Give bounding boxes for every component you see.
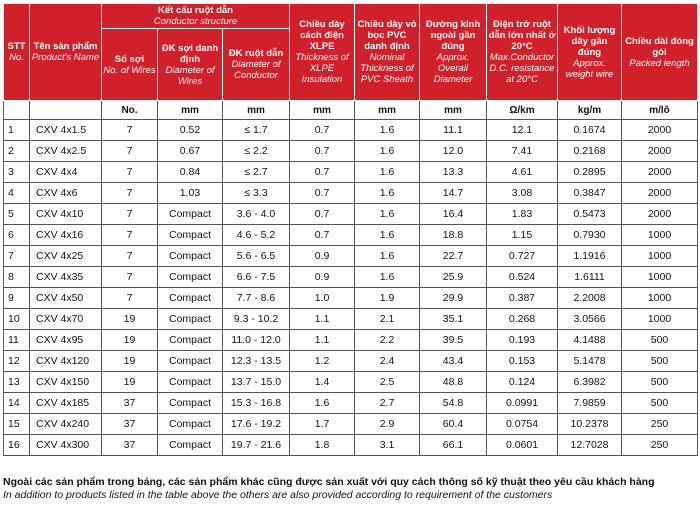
table-cell: Compact — [158, 393, 223, 414]
table-row — [4, 309, 698, 330]
table-cell: 1.6 — [355, 246, 420, 267]
table-cell: 7.41 — [487, 141, 558, 162]
table-cell: 1.6 — [355, 183, 420, 204]
table-cell: 8 — [4, 267, 30, 288]
table-cell: Compact — [158, 414, 223, 435]
table-cell: 1.83 — [487, 204, 558, 225]
table-cell: 2.4 — [355, 351, 420, 372]
table-cell: 7 — [102, 183, 158, 204]
table-cell: 2.2008 — [558, 288, 622, 309]
table-cell: Compact — [158, 435, 223, 456]
table-cell: 1.6 — [355, 204, 420, 225]
unit-cell: m/lô — [622, 101, 698, 120]
table-row — [4, 162, 698, 183]
table-cell: Compact — [158, 288, 223, 309]
table-cell: 15 — [4, 414, 30, 435]
unit-cell: No. — [102, 101, 158, 120]
col-header-pvc: Chiều dày vỏ bọc PVC danh định Nominal Thickness of PVC Sheath — [355, 4, 420, 101]
table-cell: 2.9 — [355, 414, 420, 435]
table-cell: 0.67 — [158, 141, 223, 162]
col-header-structure: Kết cấu ruột dẫn Conductor structure — [102, 4, 290, 29]
col-header-wire-diameter: ĐK sợi danh định Diameter of Wires — [158, 29, 223, 101]
table-cell: 0.524 — [487, 267, 558, 288]
table-row — [4, 204, 698, 225]
table-cell: 1.9 — [355, 288, 420, 309]
table-cell: 2.1 — [355, 309, 420, 330]
table-cell: 1.6 — [355, 120, 420, 141]
table-row — [4, 120, 698, 141]
table-cell: 4.6 - 5.2 — [223, 225, 290, 246]
table-cell: 10 — [4, 309, 30, 330]
col-header-conductor-diameter: ĐK ruột dẫn Diameter of Conductor — [223, 29, 290, 101]
table-cell: 11.0 - 12.0 — [223, 330, 290, 351]
table-cell: 7 — [102, 267, 158, 288]
cable-spec-table — [3, 3, 698, 456]
table-cell: 0.124 — [487, 372, 558, 393]
table-cell: 0.52 — [158, 120, 223, 141]
table-cell: 5.1478 — [558, 351, 622, 372]
unit-cell: Ω/km — [487, 101, 558, 120]
footnote-vi: Ngoài các sản phẩm trong bảng, các sản phẩm khác cũng được sản xuất với quy cách thông số kỹ thuật theo yêu cầu khách hàng — [3, 476, 655, 488]
table-cell: 22.7 — [420, 246, 487, 267]
col-header-resistance: Điện trở ruột dẫn lớn nhất ở 20°C Max.Conductor D.C. resistance at 20°C — [487, 4, 558, 101]
table-cell: 66.1 — [420, 435, 487, 456]
table-cell: 17.6 - 19.2 — [223, 414, 290, 435]
table-cell: 43.4 — [420, 351, 487, 372]
table-cell: CXV 4x300 — [30, 435, 102, 456]
table-cell: CXV 4x2.5 — [30, 141, 102, 162]
table-cell: 1000 — [622, 246, 698, 267]
table-cell: 0.9 — [290, 246, 355, 267]
table-cell: CXV 4x150 — [30, 372, 102, 393]
table-cell: 1.8 — [290, 435, 355, 456]
table-cell: 0.3847 — [558, 183, 622, 204]
table-cell: 6.3982 — [558, 372, 622, 393]
table-cell: 250 — [622, 414, 698, 435]
table-cell: 1.0 — [290, 288, 355, 309]
table-cell: 0.727 — [487, 246, 558, 267]
table-cell: 12.1 — [487, 120, 558, 141]
table-cell: 0.2168 — [558, 141, 622, 162]
table-cell: 12.3 - 13.5 — [223, 351, 290, 372]
table-row — [4, 351, 698, 372]
table-cell: 12.7028 — [558, 435, 622, 456]
table-cell: 0.0601 — [487, 435, 558, 456]
table-cell: 1.1 — [290, 309, 355, 330]
table-cell: 0.7 — [290, 183, 355, 204]
table-cell: 19 — [102, 309, 158, 330]
table-row — [4, 435, 698, 456]
col-header-name: Tên sản phẩm Product's Name — [30, 4, 102, 101]
table-cell: 5.6 - 6.5 — [223, 246, 290, 267]
table-cell: 1000 — [622, 288, 698, 309]
table-cell: 0.7 — [290, 204, 355, 225]
table-cell: 500 — [622, 330, 698, 351]
table-cell: 2000 — [622, 204, 698, 225]
col-header-stt: STT No. — [4, 4, 30, 101]
table-cell: 1.2 — [290, 351, 355, 372]
table-cell: 3.1 — [355, 435, 420, 456]
table-cell: 1 — [4, 120, 30, 141]
table-cell: 1000 — [622, 225, 698, 246]
unit-cell: mm — [355, 101, 420, 120]
table-cell: Compact — [158, 372, 223, 393]
table-cell: 6.6 - 7.5 — [223, 267, 290, 288]
table-cell: 0.153 — [487, 351, 558, 372]
table-row — [4, 183, 698, 204]
table-cell: 37 — [102, 393, 158, 414]
table-cell: 13 — [4, 372, 30, 393]
table-cell: CXV 4x25 — [30, 246, 102, 267]
table-cell: 11.1 — [420, 120, 487, 141]
table-cell: 1.6111 — [558, 267, 622, 288]
table-cell: CXV 4x50 — [30, 288, 102, 309]
table-cell: 10.2378 — [558, 414, 622, 435]
table-cell: 12 — [4, 351, 30, 372]
table-cell: 0.84 — [158, 162, 223, 183]
table-cell: 37 — [102, 414, 158, 435]
table-row — [4, 288, 698, 309]
table-cell: 0.7930 — [558, 225, 622, 246]
table-cell: Compact — [158, 225, 223, 246]
table-cell: 6 — [4, 225, 30, 246]
unit-cell: mm — [223, 101, 290, 120]
col-header-wires: Số sợi No. of Wires — [102, 29, 158, 101]
table-cell: 500 — [622, 372, 698, 393]
table-cell: 15.3 - 16.8 — [223, 393, 290, 414]
table-cell: 1.6 — [355, 267, 420, 288]
col-header-weight: Khối lượng dây gần đúng Approx. weight wire — [558, 4, 622, 101]
table-cell: Compact — [158, 204, 223, 225]
table-cell: CXV 4x95 — [30, 330, 102, 351]
table-cell: CXV 4x185 — [30, 393, 102, 414]
footnote — [3, 476, 697, 502]
table-cell: 0.387 — [487, 288, 558, 309]
table-cell: 7 — [4, 246, 30, 267]
table-cell: 19 — [102, 372, 158, 393]
table-cell: 1.03 — [158, 183, 223, 204]
table-cell: Compact — [158, 309, 223, 330]
table-cell: Compact — [158, 330, 223, 351]
table-cell: 7 — [102, 246, 158, 267]
table-cell: CXV 4x10 — [30, 204, 102, 225]
table-cell: 1.6 — [290, 393, 355, 414]
table-cell: 4 — [4, 183, 30, 204]
table-cell: 37 — [102, 435, 158, 456]
col-header-packed: Chiều dài đóng gói Packed length — [622, 4, 698, 101]
table-cell: 54.8 — [420, 393, 487, 414]
table-cell: 3.0566 — [558, 309, 622, 330]
table-cell: 0.0991 — [487, 393, 558, 414]
table-cell: 14 — [4, 393, 30, 414]
table-cell: 0.7 — [290, 225, 355, 246]
table-cell: Compact — [158, 246, 223, 267]
table-cell: ≤ 1.7 — [223, 120, 290, 141]
table-cell: 19 — [102, 351, 158, 372]
table-cell: CXV 4x6 — [30, 183, 102, 204]
unit-cell: mm — [158, 101, 223, 120]
table-cell: 9.3 - 10.2 — [223, 309, 290, 330]
table-cell: 13.3 — [420, 162, 487, 183]
table-cell: 0.7 — [290, 141, 355, 162]
table-cell: 500 — [622, 351, 698, 372]
table-cell: 2000 — [622, 162, 698, 183]
table-cell: 0.268 — [487, 309, 558, 330]
table-cell: 2 — [4, 141, 30, 162]
unit-cell: kg/m — [558, 101, 622, 120]
table-cell: 0.5473 — [558, 204, 622, 225]
table-cell: 0.0754 — [487, 414, 558, 435]
table-cell: 1.6 — [355, 162, 420, 183]
table-cell: 19.7 - 21.6 — [223, 435, 290, 456]
table-cell: 250 — [622, 435, 698, 456]
table-cell: CXV 4x1.5 — [30, 120, 102, 141]
table-cell: 7 — [102, 288, 158, 309]
table-cell: ≤ 2.7 — [223, 162, 290, 183]
table-cell: 60.4 — [420, 414, 487, 435]
table-cell: Compact — [158, 351, 223, 372]
table-cell: 1.6 — [355, 225, 420, 246]
table-cell: 16 — [4, 435, 30, 456]
table-cell: 4.61 — [487, 162, 558, 183]
table-row — [4, 393, 698, 414]
table-cell: 3.08 — [487, 183, 558, 204]
table-cell: 12.0 — [420, 141, 487, 162]
table-cell: 16.4 — [420, 204, 487, 225]
table-cell: 1.1 — [290, 330, 355, 351]
table-cell: 2000 — [622, 120, 698, 141]
table-row — [4, 330, 698, 351]
col-header-xlpe: Chiều dày cách điện XLPE Thickness of XLPE Insulation — [290, 4, 355, 101]
table-cell: 2.2 — [355, 330, 420, 351]
table-cell: 0.7 — [290, 162, 355, 183]
table-cell: 7 — [102, 141, 158, 162]
table-cell: 0.193 — [487, 330, 558, 351]
table-cell: 7 — [102, 162, 158, 183]
footnote-en: In addition to products listed in the table above the others are also provided according to requirement of the customers — [3, 489, 553, 501]
table-cell: 1.6 — [355, 141, 420, 162]
table-cell: 9 — [4, 288, 30, 309]
table-cell: 1000 — [622, 309, 698, 330]
table-cell: 48.8 — [420, 372, 487, 393]
table-row — [4, 267, 698, 288]
table-cell: 0.9 — [290, 267, 355, 288]
table-cell: CXV 4x240 — [30, 414, 102, 435]
table-cell: 1.15 — [487, 225, 558, 246]
table-cell: 5 — [4, 204, 30, 225]
table-cell: 1.7 — [290, 414, 355, 435]
table-cell: 0.2895 — [558, 162, 622, 183]
unit-cell: mm — [290, 101, 355, 120]
table-cell: 25.9 — [420, 267, 487, 288]
table-cell: CXV 4x4 — [30, 162, 102, 183]
table-cell: 13.7 - 15.0 — [223, 372, 290, 393]
table-cell: 7 — [102, 204, 158, 225]
table-cell: 18.8 — [420, 225, 487, 246]
table-row — [4, 414, 698, 435]
table-cell: 39.5 — [420, 330, 487, 351]
units-row — [4, 101, 698, 120]
table-cell: 3.6 - 4.0 — [223, 204, 290, 225]
table-cell: 7.7 - 8.6 — [223, 288, 290, 309]
col-header-overall: Đường kính ngoài gần đúng Approx. Overall Diameter — [420, 4, 487, 101]
table-cell: 2000 — [622, 183, 698, 204]
table-cell: CXV 4x120 — [30, 351, 102, 372]
table-row — [4, 141, 698, 162]
table-cell: 4.1488 — [558, 330, 622, 351]
table-row — [4, 246, 698, 267]
table-cell: CXV 4x70 — [30, 309, 102, 330]
table-cell: CXV 4x16 — [30, 225, 102, 246]
table-cell: 0.1674 — [558, 120, 622, 141]
table-row — [4, 225, 698, 246]
table-cell: 2.5 — [355, 372, 420, 393]
table-cell: 2000 — [622, 141, 698, 162]
unit-cell: mm — [420, 101, 487, 120]
table-cell: ≤ 2.2 — [223, 141, 290, 162]
table-cell: 7 — [102, 120, 158, 141]
table-cell: 500 — [622, 393, 698, 414]
table-cell: 1000 — [622, 267, 698, 288]
table-cell: 1.4 — [290, 372, 355, 393]
table-cell: 7 — [102, 225, 158, 246]
table-cell: 2.7 — [355, 393, 420, 414]
table-cell: 11 — [4, 330, 30, 351]
table-cell: 35.1 — [420, 309, 487, 330]
table-cell: ≤ 3.3 — [223, 183, 290, 204]
table-cell: 0.7 — [290, 120, 355, 141]
table-cell: Compact — [158, 267, 223, 288]
table-cell: 19 — [102, 330, 158, 351]
table-cell: 1.1916 — [558, 246, 622, 267]
table-cell: 14.7 — [420, 183, 487, 204]
table-row — [4, 372, 698, 393]
table-cell: CXV 4x35 — [30, 267, 102, 288]
table-cell: 7.9859 — [558, 393, 622, 414]
table-cell: 3 — [4, 162, 30, 183]
table-cell: 29.9 — [420, 288, 487, 309]
